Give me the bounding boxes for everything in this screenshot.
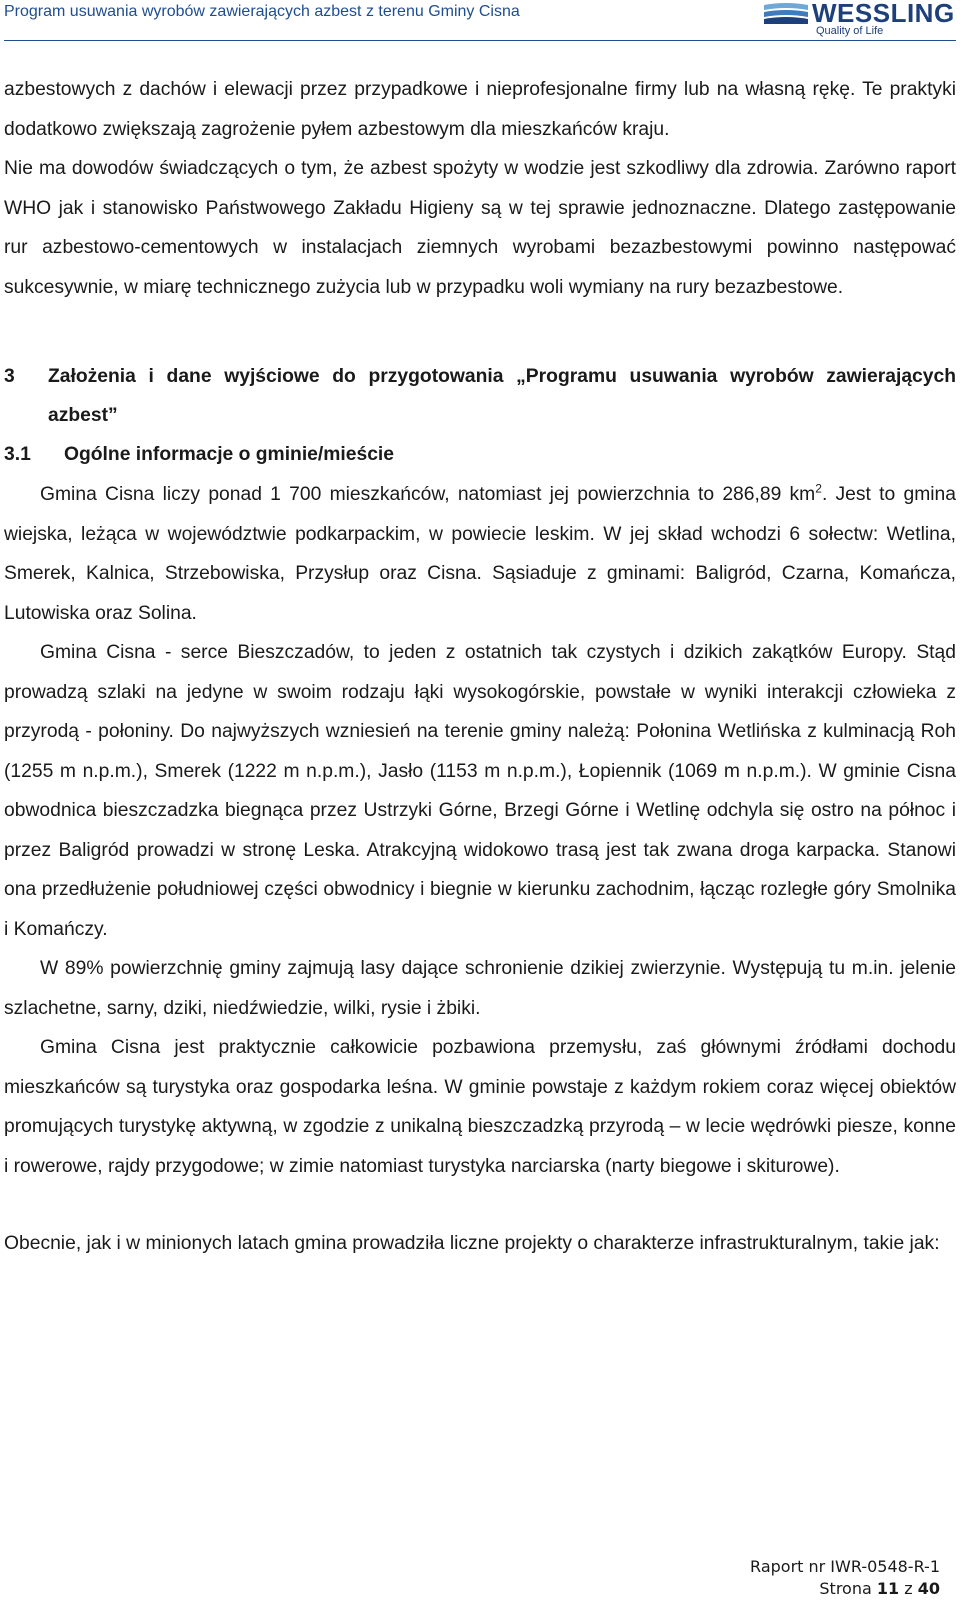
paragraph-spacer <box>4 1186 956 1224</box>
paragraph-economy: Gmina Cisna jest praktycznie całkowicie pozbawiona przemysłu, zaś głównymi źródłami dochodu mieszkańców są turystyka oraz gospodarka leśna. W gminie powstaje z każdym rokiem coraz więcej obiektów promujących turystykę aktywną, w zgodzie z unikalną bieszczadzką przyrodą – w lecie wędrówki piesze, konne i rowerowe, rajdy przygodowe; w zimie natomiast turystyka narciarska (narty biegowe i skiturowe). <box>4 1037 956 1177</box>
section-3-number: 3 <box>4 366 15 387</box>
wessling-logo <box>764 0 954 40</box>
report-number: Raport nr IWR-0548-R-1 <box>750 1557 940 1576</box>
logo-name: WESSLING <box>812 0 955 28</box>
page-word: Strona <box>819 1579 872 1598</box>
paragraph-gmina-overview <box>4 475 956 633</box>
current-page-number: 11 <box>876 1579 900 1598</box>
section-3-1-number: 3.1 <box>4 444 31 465</box>
total-pages-number: 40 <box>917 1579 940 1598</box>
page-counter <box>750 1578 940 1600</box>
gmina-overview-part2: . Jest to gmina wiejska, leżąca w województwie podkarpackim, w powiecie leskim. W jej skład wchodzi 6 sołectw: Wetlina, Smerek, Kalnica, Strzebowiska, Przysłup oraz Cisna. Sąsiaduje z gminami: Baligród, Czarna, Komańcza, Lutowiska oraz Solina. <box>4 484 956 624</box>
document-title: Program usuwania wyrobów zawierających azbest z terenu Gminy Cisna <box>4 3 520 20</box>
paragraph-forests: W 89% powierzchnię gminy zajmują lasy dające schronienie dzikiej zwierzynie. Występują tu m.in. jelenie szlachetne, sarny, dziki, niedźwiedzie, wilki, rysie i żbiki. <box>4 958 956 1019</box>
section-3-1-heading <box>4 435 956 475</box>
page-content <box>4 70 956 1264</box>
header-divider <box>4 40 956 41</box>
section-3-title: Założenia i dane wyjściowe do przygotowania „Programu usuwania wyrobów zawierających azbest” <box>48 366 956 426</box>
section-3-heading <box>4 357 956 435</box>
page-header <box>0 0 960 44</box>
page-footer <box>750 1556 940 1600</box>
logo-tagline: Quality of Life <box>816 25 884 37</box>
paragraph-asbestos-water: Nie ma dowodów świadczących o tym, że azbest spożyty w wodzie jest szkodliwy dla zdrowia. Zarówno raport WHO jak i stanowisko Państwowego Zakładu Higieny są w tej sprawie jednoznaczne. Dlatego zastępowanie rur azbestowo-cementowych w instalacjach ziemnych wyrobami bezazbestowymi powinno następować sukcesywnie, w miarę technicznego zużycia lub w przypadku woli wymiany na rury bezazbestowe. <box>4 158 956 298</box>
wessling-logo-mark-icon <box>764 2 808 24</box>
gmina-overview-part1: Gmina Cisna liczy ponad 1 700 mieszkańców, natomiast jej powierzchnia to 286,89 km <box>40 484 816 505</box>
paragraph-bieszczady: Gmina Cisna - serce Bieszczadów, to jeden z ostatnich tak czystych i dzikich zakątków Europy. Stąd prowadzą szlaki na jedyne w swoim rodzaju łąki wysokogórskie, powstałe w wyniki interakcji człowieka z przyrodą - połoniny. Do najwyższych wzniesień na terenie gminy należą: Połonina Wetlińska z kulminacją Roh (1255 m n.p.m.), Smerek (1222 m n.p.m.), Jasło (1153 m n.p.m.), Łopiennik (1069 m n.p.m.). W gminie Cisna obwodnica bieszczadzka biegnąca przez Ustrzyki Górne, Brzegi Górne i Wetlinę odchyla się ostro na północ i przez Baligród prowadzi w stronę Leska. Atrakcyjną widokowo trasą jest tak zwana droga karpacka. Stanowi ona przedłużenie południowej części obwodnicy i biegnie w kierunku zachodnim, łącząc rozległe góry Smolnika i Komańczy. <box>4 642 956 940</box>
paragraph-asbestos-removal: azbestowych z dachów i elewacji przez przypadkowe i nieprofesjonalne firmy lub na własną rękę. Te praktyki dodatkowo zwiększają zagrożenie pyłem azbestowym dla mieszkańców kraju. <box>4 79 956 140</box>
page-of-word: z <box>904 1579 913 1598</box>
paragraph-projects-intro: Obecnie, jak i w minionych latach gmina prowadziła liczne projekty o charakterze infrastrukturalnym, takie jak: <box>4 1233 940 1254</box>
section-3-1-title: Ogólne informacje o gminie/mieście <box>64 444 395 465</box>
area-unit-superscript: 2 <box>815 481 822 496</box>
